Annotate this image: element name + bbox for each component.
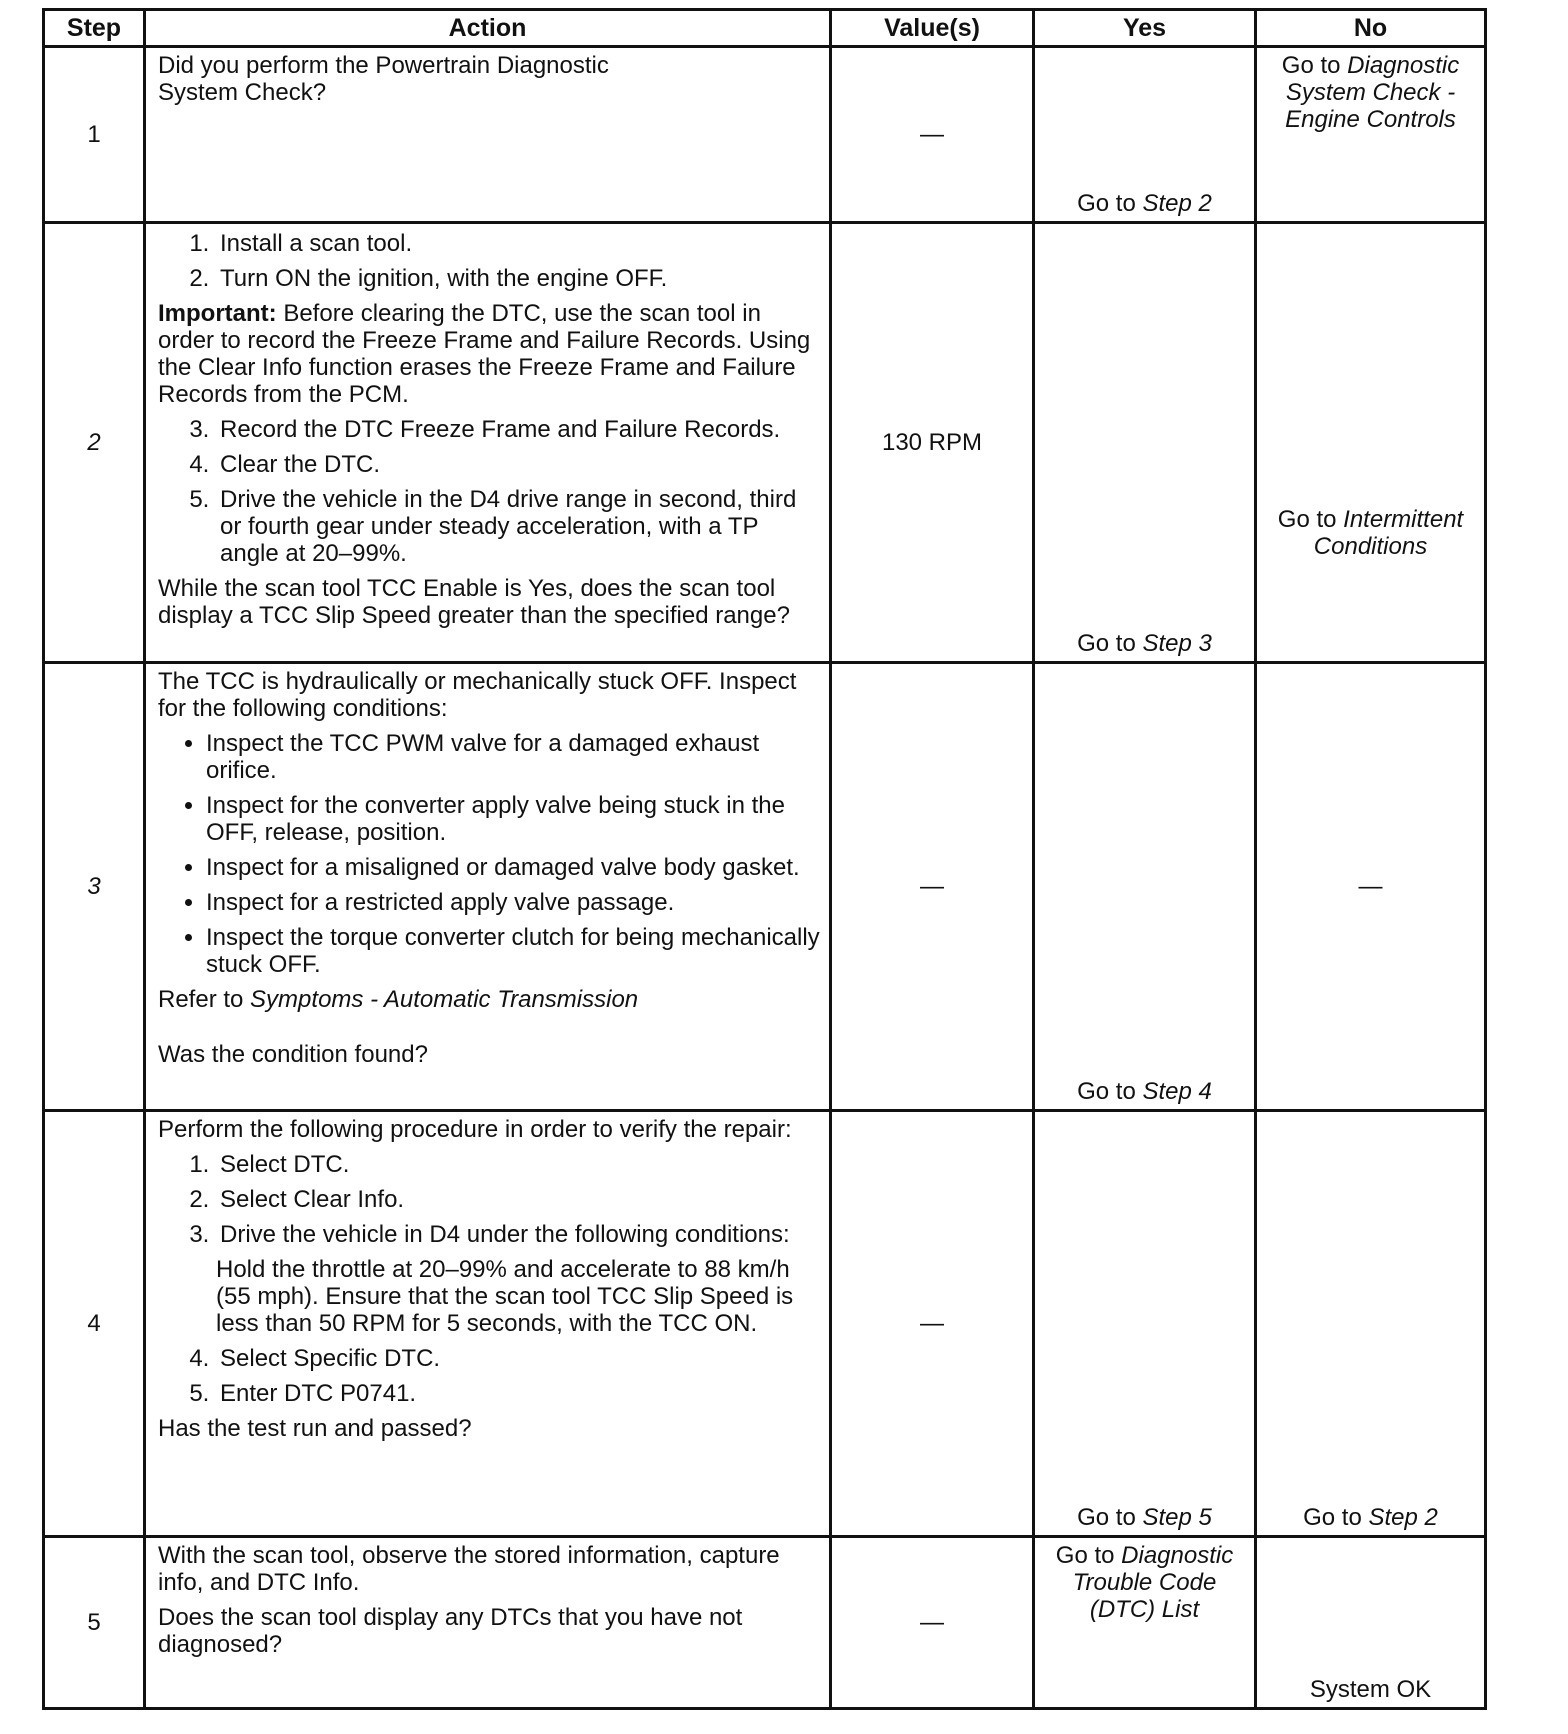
- yes-cell: [1034, 47, 1256, 223]
- no-cell: [1256, 223, 1486, 663]
- no-cell: [1256, 47, 1486, 223]
- header-no: No: [1256, 10, 1486, 47]
- action-intro: Perform the following procedure in order to verify the repair:: [158, 1116, 792, 1143]
- header-yes: Yes: [1034, 10, 1256, 47]
- list-item: • Inspect the TCC PWM valve for a damaged exhaust orifice.: [206, 730, 821, 784]
- action-text: With the scan tool, observe the stored information, capture info, and DTC Info.: [158, 1542, 780, 1596]
- list-item: 3. Drive the vehicle in D4 under the following conditions:: [216, 1221, 821, 1248]
- list-item: 1. Install a scan tool.: [216, 230, 821, 257]
- table-row-step-4: [44, 1111, 1486, 1537]
- value-text: —: [920, 872, 944, 900]
- header-action: Action: [145, 10, 831, 47]
- condition-detail: Hold the throttle at 20–99% and accelerate to 88 km/h (55 mph). Ensure that the scan tool TCC Slip Speed is less than 50 RPM for 5 seconds, with the TCC ON.: [216, 1256, 794, 1337]
- value-cell: [831, 223, 1034, 663]
- action-cell: [145, 663, 831, 1111]
- list-item: 5. Enter DTC P0741.: [216, 1380, 821, 1407]
- header-values: Value(s): [831, 10, 1034, 47]
- action-steps-list: [158, 1345, 821, 1407]
- no-link[interactable]: Go to Diagnostic System Check - Engine Controls: [1281, 52, 1460, 133]
- yes-link[interactable]: Go to Diagnostic Trouble Code (DTC) List: [1055, 1542, 1234, 1623]
- action-cell: [145, 1537, 831, 1709]
- yes-cell: [1034, 1537, 1256, 1709]
- value-text: —: [920, 120, 944, 148]
- action-question: Has the test run and passed?: [158, 1415, 472, 1442]
- action-question: Does the scan tool display any DTCs that you have not diagnosed?: [158, 1604, 743, 1658]
- action-question: While the scan tool TCC Enable is Yes, does the scan tool display a TCC Slip Speed greater than the specified range?: [158, 575, 790, 629]
- no-cell: [1256, 1537, 1486, 1709]
- list-item: 4. Select Specific DTC.: [216, 1345, 821, 1372]
- yes-cell: [1034, 663, 1256, 1111]
- list-item: • Inspect for a restricted apply valve passage.: [206, 889, 821, 916]
- header-row: [44, 10, 1486, 47]
- yes-cell: [1034, 223, 1256, 663]
- list-item: 2. Select Clear Info.: [216, 1186, 821, 1213]
- list-item: • Inspect for a misaligned or damaged valve body gasket.: [206, 854, 821, 881]
- action-intro: The TCC is hydraulically or mechanically stuck OFF. Inspect for the following conditions:: [158, 668, 797, 722]
- important-note: Important: Before clearing the DTC, use the scan tool in order to record the Freeze Frame and Failure Records. Using the Clear Info function erases the Freeze Frame and Failure Records from the PCM.: [158, 300, 811, 408]
- list-item: 3. Record the DTC Freeze Frame and Failure Records.: [216, 416, 821, 443]
- action-question: Was the condition found?: [158, 1041, 428, 1068]
- no-cell: [1256, 1111, 1486, 1537]
- list-item: • Inspect the torque converter clutch for being mechanically stuck OFF.: [206, 924, 821, 978]
- inspection-list: [158, 730, 821, 978]
- table-row-step-3: [44, 663, 1486, 1111]
- refer-link[interactable]: Refer to Symptoms - Automatic Transmission: [158, 986, 639, 1013]
- value-cell: [831, 1537, 1034, 1709]
- yes-cell: [1034, 1111, 1256, 1537]
- action-cell: [145, 47, 831, 223]
- yes-link[interactable]: Go to Step 4: [1077, 1078, 1212, 1105]
- action-steps-list: [158, 1151, 821, 1248]
- diagnostic-table: [42, 8, 1487, 1710]
- no-link[interactable]: Go to Step 2: [1303, 1504, 1438, 1531]
- step-number: 3: [44, 663, 145, 1111]
- table-row-step-1: [44, 47, 1486, 223]
- list-item: 5. Drive the vehicle in the D4 drive range in second, third or fourth gear under steady acceleration, with a TP angle at 20–99%.: [216, 486, 821, 567]
- list-item: 4. Clear the DTC.: [216, 451, 821, 478]
- no-cell: [1256, 663, 1486, 1111]
- value-text: —: [920, 1309, 944, 1337]
- action-cell: [145, 223, 831, 663]
- value-cell: [831, 1111, 1034, 1537]
- table-row-step-2: [44, 223, 1486, 663]
- value-text: —: [920, 1608, 944, 1636]
- list-item: 1. Select DTC.: [216, 1151, 821, 1178]
- yes-link[interactable]: Go to Step 2: [1077, 190, 1212, 217]
- header-step: Step: [44, 10, 145, 47]
- action-steps-list: [158, 230, 821, 292]
- yes-link[interactable]: Go to Step 5: [1077, 1504, 1212, 1531]
- value-text: 130 RPM: [881, 428, 983, 456]
- no-link[interactable]: Go to Intermittent Conditions: [1277, 506, 1464, 560]
- list-item: • Inspect for the converter apply valve being stuck in the OFF, release, position.: [206, 792, 821, 846]
- value-cell: [831, 47, 1034, 223]
- yes-link[interactable]: Go to Step 3: [1077, 630, 1212, 657]
- step-number: 2: [44, 223, 145, 663]
- no-text: —: [1358, 872, 1383, 900]
- value-cell: [831, 663, 1034, 1111]
- step-number: 5: [44, 1537, 145, 1709]
- table-row-step-5: [44, 1537, 1486, 1709]
- no-text: System OK: [1309, 1676, 1432, 1703]
- action-steps-list: [158, 416, 821, 567]
- list-item: 2. Turn ON the ignition, with the engine OFF.: [216, 265, 821, 292]
- action-text: Did you perform the Powertrain Diagnostic System Check?: [158, 52, 609, 106]
- action-cell: [145, 1111, 831, 1537]
- step-number: 1: [44, 47, 145, 223]
- step-number: 4: [44, 1111, 145, 1537]
